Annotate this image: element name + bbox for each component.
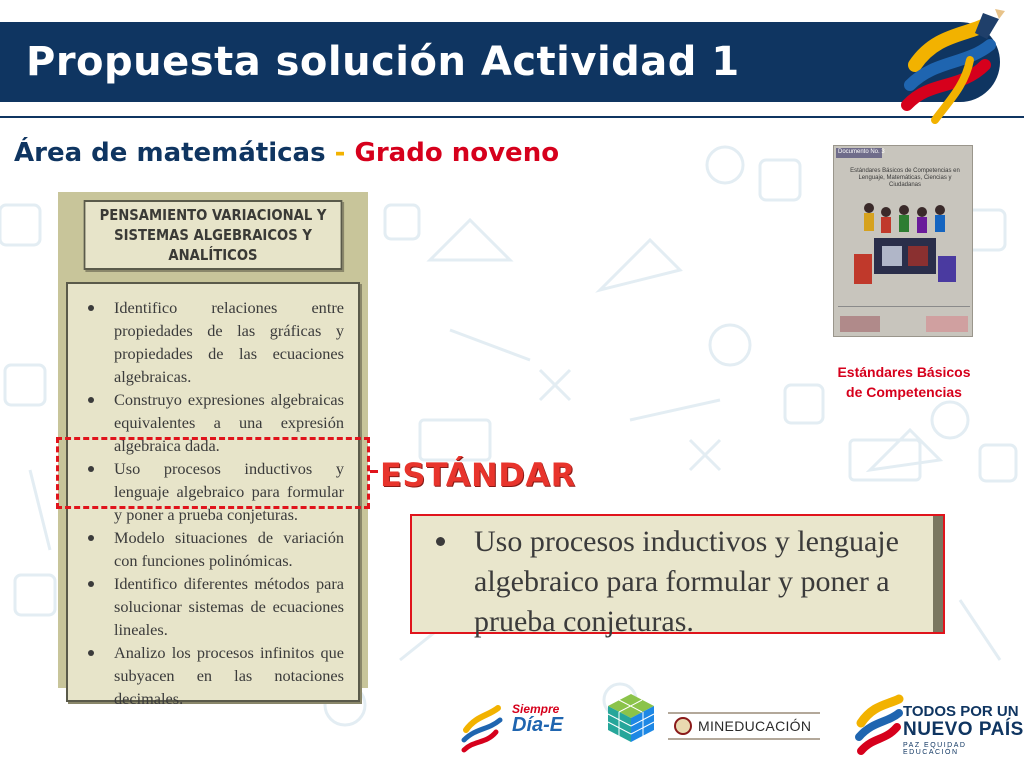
mineducacion-logo (668, 712, 820, 740)
page-title: Propuesta solución Actividad 1 (26, 39, 740, 85)
book-caption-line-1: Estándares Básicos (837, 364, 971, 380)
subtitle-separator: - (325, 138, 355, 168)
highlight-connector (370, 470, 378, 473)
mineducacion-text: MINEDUCACIÓN (698, 718, 812, 734)
heading-line-2: SISTEMAS ALGEBRAICOS Y ANALÍTICOS (114, 225, 312, 265)
tpunp-line-1: TODOS POR UN (903, 703, 1019, 720)
children-illustration-icon (834, 146, 974, 338)
list-item: Identifico relaciones entre propiedades de las gráficas y propiedades de las ecuaciones algebraicas. (84, 296, 344, 388)
subtitle-grade: Grado noveno (354, 138, 560, 168)
book-cover-image (833, 145, 973, 337)
subtitle-area: Área de matemáticas (14, 138, 326, 168)
list-item: Identifico diferentes métodos para solucionar sistemas de ecuaciones lineales. (84, 572, 344, 641)
book-caption (815, 362, 993, 402)
tpunp-line-2: NUEVO PAÍS (903, 719, 1024, 740)
mineducacion-seal-icon (674, 717, 692, 735)
book-caption-line-2: de Competencias (846, 384, 962, 400)
list-item: Construyo expresiones algebraicas equivalentes a una expresión algebraica dada. (84, 388, 344, 457)
estandar-label: ESTÁNDAR (380, 456, 576, 494)
standard-zoom-text: Uso procesos inductivos y lenguaje algebraico para formular y poner a prueba conjeturas. (428, 522, 903, 642)
siempre-bottom-text: Día-E (512, 714, 564, 736)
subtitle (14, 138, 559, 168)
siempre-top-text: Siempre (512, 702, 560, 716)
list-item: Uso procesos inductivos y lenguaje algebraico para formular y poner a prueba conjeturas. (84, 457, 344, 526)
todos-por-un-nuevo-pais-ribbon-icon (855, 695, 903, 759)
heading-line-1: PENSAMIENTO VARIACIONAL Y (99, 205, 327, 224)
todos-por-un-nuevo-pais-logo (903, 704, 1024, 756)
standards-document-heading (84, 200, 343, 270)
title-bar (0, 22, 1000, 102)
book-cover-title: Estándares Básicos de Competencias en Lenguaje, Matemáticas, Ciencias y Ciudadanas (850, 168, 960, 189)
list-item: Analizo los procesos infinitos que subyacen en las notaciones decimales. (84, 641, 344, 710)
siempre-dia-e-logo (512, 702, 563, 737)
cube-logo-icon (606, 692, 656, 744)
book-cover-doc-number: Documento No. 3 (838, 149, 885, 155)
ribbon-small-logo-icon (460, 700, 504, 756)
highlight-dashed-box (56, 437, 370, 509)
colombia-ribbon-logo-icon (895, 5, 1010, 135)
title-underline (0, 116, 1024, 118)
tpunp-line-3: PAZ EQUIDAD EDUCACIÓN (903, 742, 967, 756)
list-item: Modelo situaciones de variación con funciones polinómicas. (84, 526, 344, 572)
standard-zoom-callout (410, 514, 945, 638)
